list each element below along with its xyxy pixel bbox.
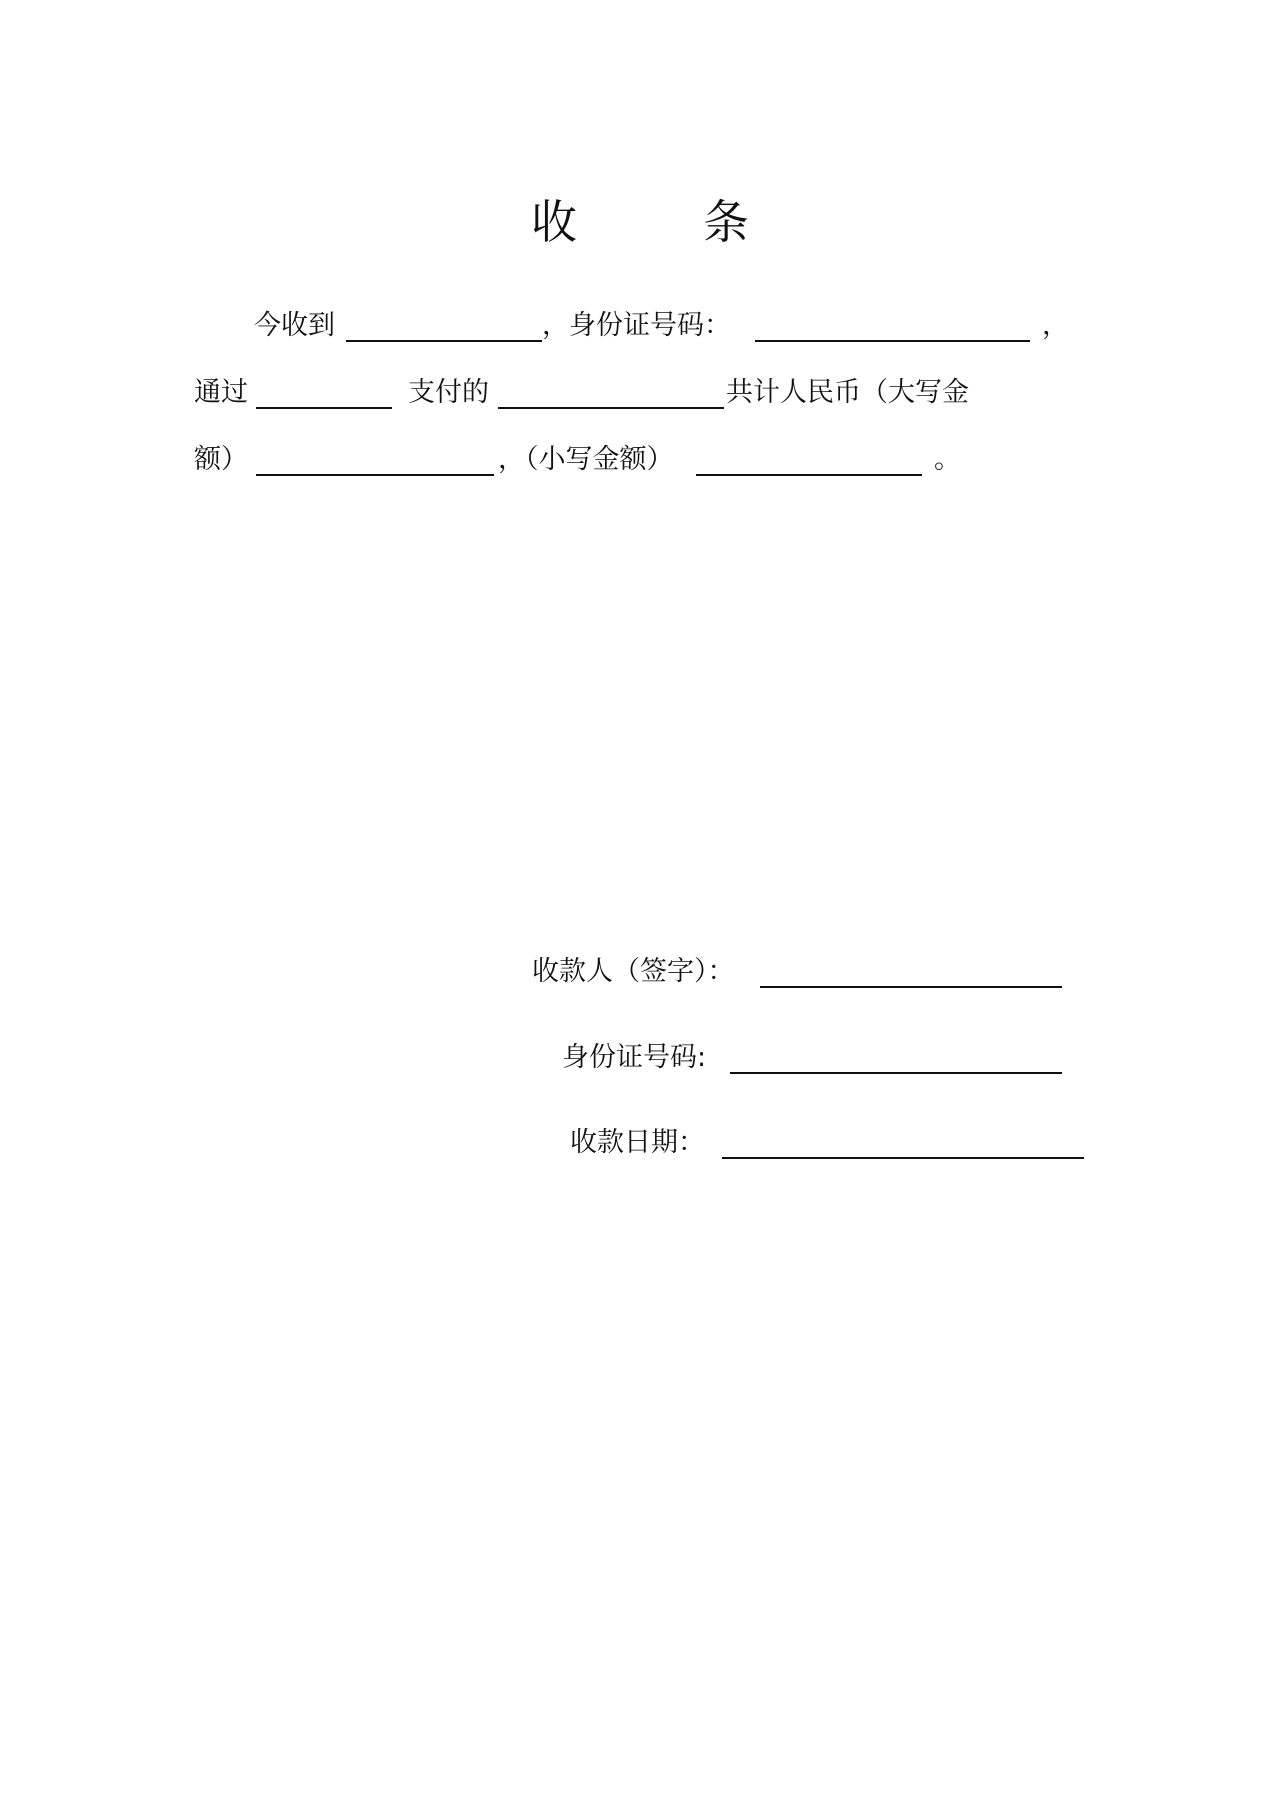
payment-method-blank[interactable]: [256, 407, 392, 409]
id-number-label: ，身份证号码：: [542, 310, 731, 341]
payee-id-blank[interactable]: [730, 1072, 1062, 1074]
amount-words-label: 额）: [194, 444, 248, 475]
total-rmb-label: 共计人民币（大写金: [726, 377, 969, 408]
body-line-1: [0, 304, 1280, 348]
comma-mark: ，: [1042, 310, 1069, 341]
payee-signature-label: 收款人（签字）：: [532, 956, 735, 987]
body-line-2: [0, 371, 1280, 415]
page-title: 收 条: [531, 195, 789, 249]
body-line-3: [0, 438, 1280, 482]
payee-id-label: 身份证号码:: [562, 1042, 707, 1073]
via-label: 通过: [194, 377, 248, 408]
receipt-date-blank[interactable]: [722, 1157, 1084, 1159]
receipt-date-label: 收款日期：: [570, 1127, 705, 1158]
period-mark: 。: [934, 444, 961, 475]
payment-item-blank[interactable]: [498, 407, 724, 409]
received-from-label: 今收到: [254, 310, 335, 341]
payer-id-blank[interactable]: [755, 340, 1030, 342]
paid-label: 支付的: [408, 377, 489, 408]
payee-signature-blank[interactable]: [760, 986, 1062, 988]
amount-figures-blank[interactable]: [696, 474, 922, 476]
payee-id-row: [0, 1036, 1280, 1080]
amount-words-blank[interactable]: [256, 474, 494, 476]
payee-signature-row: [0, 950, 1280, 994]
receipt-date-row: [0, 1121, 1280, 1165]
amount-figures-label: ，（小写金额）: [498, 444, 674, 475]
payer-name-blank[interactable]: [346, 340, 542, 342]
